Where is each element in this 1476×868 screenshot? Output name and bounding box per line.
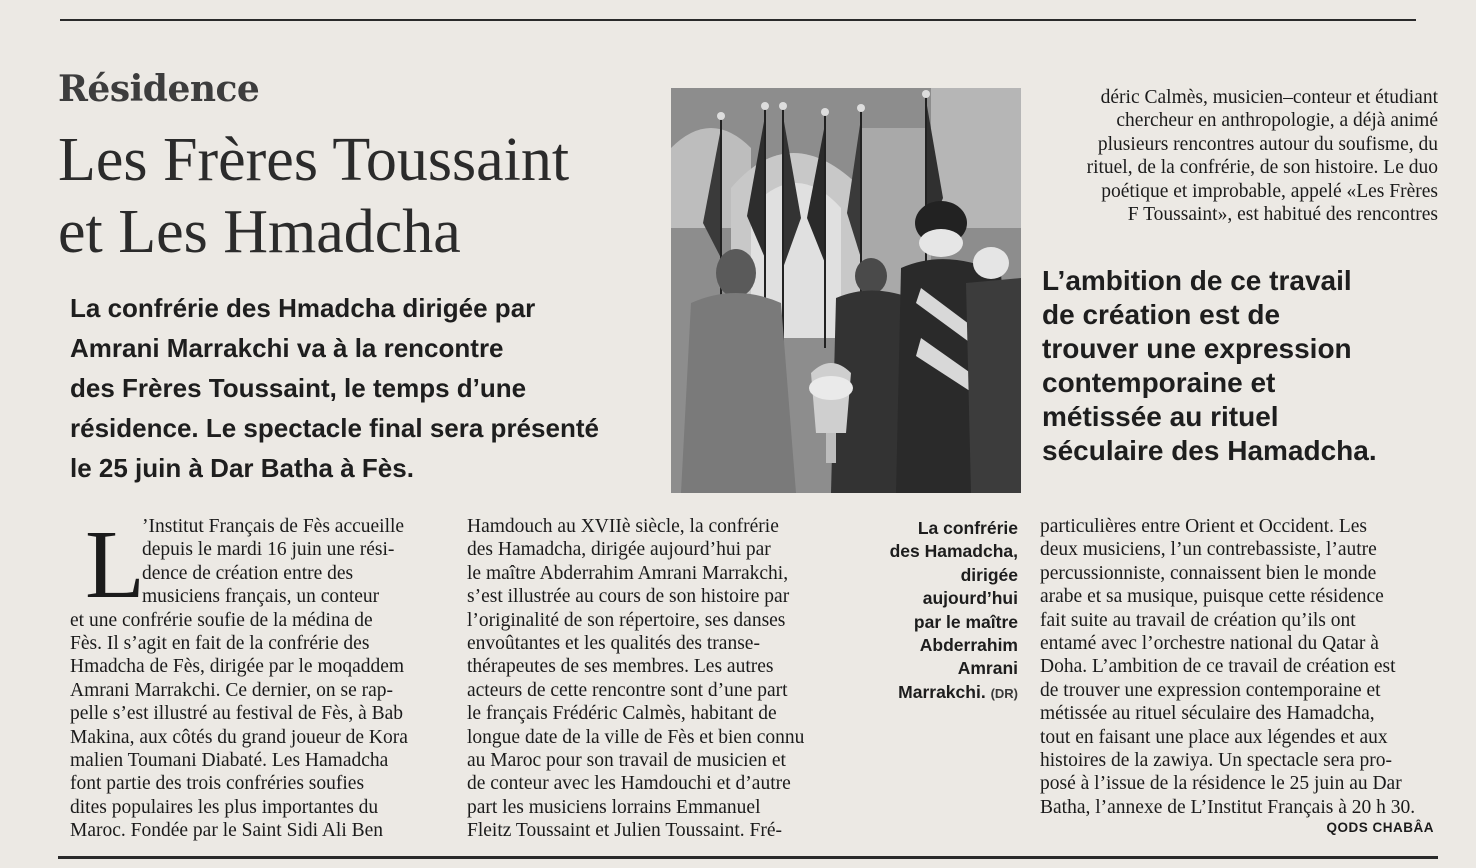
body-line: et une confrérie soufie de la médina de [70, 609, 373, 631]
body-line: fait suite au travail de création qu’ils ont [1040, 609, 1356, 631]
article-title [58, 124, 678, 268]
photo-illustration [671, 88, 1021, 493]
body-line: Makina, aux côtés du grand joueur de Kora [70, 726, 408, 748]
body-column-2 [467, 515, 839, 843]
body-line: histoires de la zawiya. Un spectacle sera pro- [1040, 750, 1392, 772]
caption-line: aujourd’hui [922, 588, 1018, 609]
body-line: Hmadcha de Fès, dirigée par le moqaddem [70, 656, 405, 678]
body-line: chercheur en anthropologie, a déjà animé [1116, 110, 1438, 132]
caption-line: Abderrahim [919, 635, 1018, 656]
body-line: acteurs de cette rencontre sont d’une part [467, 679, 788, 701]
caption-line: La confrérie [917, 518, 1018, 538]
caption-line: dirigée [960, 564, 1018, 585]
drop-cap: L [85, 511, 145, 619]
body-column-1 [70, 511, 442, 843]
caption-line: Amrani [957, 658, 1018, 679]
body-line: part les musiciens lorrains Emmanuel [467, 796, 761, 818]
body-line: de trouver une expression contemporaine et [1040, 679, 1381, 701]
pullquote-line: L’ambition de ce travail [1042, 265, 1352, 296]
body-line: rituel, de la confrérie, de son histoire. Le duo [1086, 157, 1438, 179]
body-line: métissée au rituel séculaire des Hamadcha, [1040, 703, 1375, 725]
body-line: le français Frédéric Calmès, habitant de [467, 703, 777, 725]
body-line: dence de création entre des [142, 562, 354, 584]
section-kicker: Résidence [58, 68, 260, 110]
caption-line: par le maître [913, 611, 1018, 632]
lede-line: La confrérie des Hmadcha dirigée par [70, 293, 536, 323]
lede-line: le 25 juin à Dar Batha à Fès. [70, 453, 414, 483]
photo-credit: (DR) [990, 685, 1018, 701]
body-line: s’est illustrée au cours de son histoire par [467, 586, 790, 608]
pullquote-line: de création est de [1042, 299, 1281, 330]
body-line: le maître Abderrahim Amrani Marrakchi, [467, 562, 789, 584]
body-line: musiciens français, un conteur [142, 586, 380, 608]
caption-line-last: Marrakchi. [898, 681, 986, 702]
lede-line: des Frères Toussaint, le temps d’une [70, 373, 527, 403]
body-line: Batha, l’annexe de L’Institut Français à 20 h 30. [1040, 796, 1416, 818]
body-line: ’Institut Français de Fès accueille [142, 516, 405, 537]
pull-quote [1042, 264, 1432, 468]
pullquote-line: métissée au rituel [1042, 401, 1279, 432]
article-lede [70, 288, 660, 488]
body-line: thérapeutes de ses membres. Les autres [467, 656, 774, 678]
body-line: deux musiciens, l’un contrebassiste, l’autre [1040, 539, 1377, 561]
pullquote-line: séculaire des Hamadcha. [1042, 435, 1377, 466]
body-line: Hamdouch au XVIIè siècle, la confrérie [467, 516, 779, 537]
body-line: Amrani Marrakchi. Ce dernier, on se rap- [70, 679, 394, 701]
body-line: au Maroc pour son travail de musicien et [467, 750, 786, 772]
body-line: de conteur avec les Hamdouchi et d’autre [467, 773, 791, 795]
body-line: particulières entre Orient et Occident. Les [1040, 516, 1368, 537]
body-line: plusieurs rencontres autour du soufisme, du [1097, 133, 1438, 155]
body-line: dites populaires les plus importantes du [70, 796, 379, 818]
body-line: longue date de la ville de Fès et bien connu [467, 726, 805, 748]
body-line: percussionniste, connaissent bien le monde [1040, 562, 1377, 584]
body-line: envoûtantes et les qualités des transe- [467, 633, 760, 655]
title-line: Les Frères Toussaint [58, 126, 570, 194]
body-line: F Toussaint», est habitué des rencontres [1127, 204, 1438, 226]
author-byline: QODS CHABÂA [1326, 820, 1434, 835]
title-line: et Les Hmadcha [58, 198, 461, 266]
pullquote-line: trouver une expression [1042, 333, 1352, 364]
photo-caption [858, 517, 1018, 705]
bottom-rule [58, 856, 1438, 859]
article-photo [671, 88, 1021, 493]
body-line: Fès. Il s’agit en fait de la confrérie des [70, 633, 370, 655]
caption-line [858, 681, 1018, 705]
body-column-3-bottom [1040, 515, 1438, 819]
top-rule [60, 19, 1416, 21]
body-line: l’originalité de son répertoire, ses danses [467, 609, 786, 631]
caption-line: des Hamadcha, [889, 541, 1018, 562]
body-line: Doha. L’ambition de ce travail de création est [1040, 656, 1396, 678]
body-line: Maroc. Fondée par le Saint Sidi Ali Ben [70, 820, 384, 842]
body-line: tout en faisant une place aux légendes et aux [1040, 726, 1388, 748]
body-line: entamé avec l’orchestre national du Qatar à [1040, 633, 1379, 655]
body-line: depuis le mardi 16 juin une rési- [142, 539, 395, 561]
body-line: déric Calmès, musicien–conteur et étudiant [1100, 87, 1438, 108]
body-line: arabe et sa musique, puisque cette résidence [1040, 586, 1384, 608]
body-line: poétique et improbable, appelé «Les Frères [1101, 180, 1438, 202]
lede-line: résidence. Le spectacle final sera présenté [70, 413, 599, 443]
body-line: pelle s’est illustré au festival de Fès, à Bab [70, 703, 404, 725]
body-line: Fleitz Toussaint et Julien Toussaint. Fré- [467, 820, 783, 842]
body-line: font partie des trois confréries soufies [70, 773, 365, 795]
body-column-3-top [1040, 86, 1438, 226]
body-line: malien Toumani Diabaté. Les Hamadcha [70, 750, 389, 772]
body-line: des Hamadcha, dirigée aujourd’hui par [467, 539, 771, 561]
lede-line: Amrani Marrakchi va à la rencontre [70, 333, 504, 363]
body-line: posé à l’issue de la résidence le 25 juin au Dar [1040, 773, 1402, 795]
pullquote-line: contemporaine et [1042, 367, 1276, 398]
